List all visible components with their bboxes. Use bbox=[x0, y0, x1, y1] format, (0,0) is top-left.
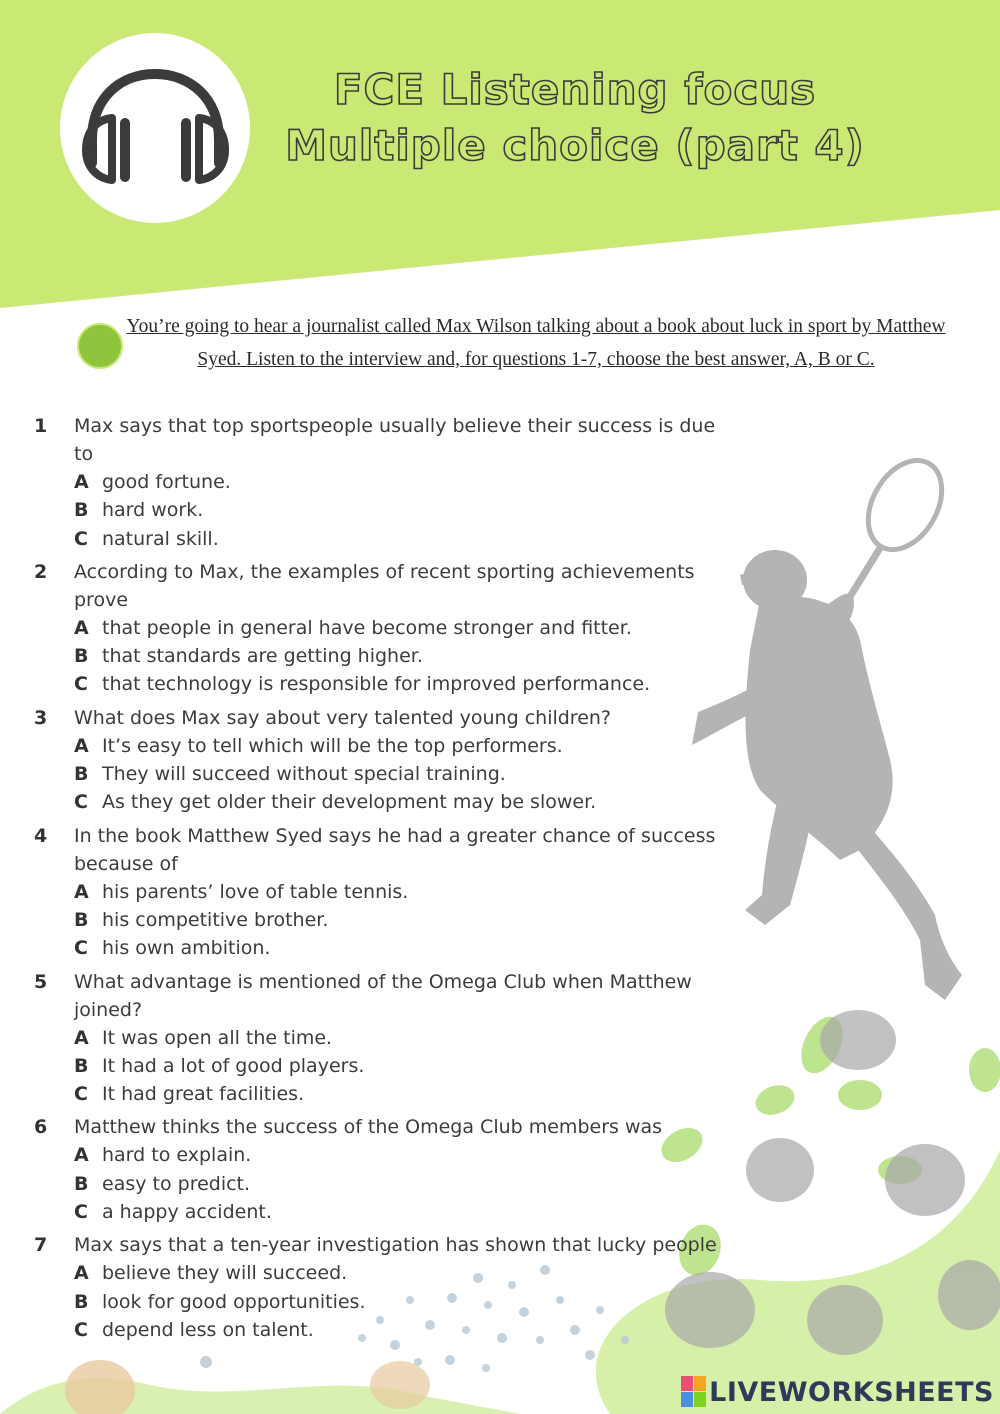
option-letter: B bbox=[74, 499, 89, 522]
answer-option-3-a[interactable] bbox=[34, 732, 734, 760]
option-text: As they get older their development may be slower. bbox=[102, 791, 597, 814]
question-7 bbox=[34, 1231, 734, 1344]
answer-option-2-c[interactable] bbox=[34, 670, 734, 698]
question-number: 5 bbox=[34, 970, 48, 993]
liveworksheets-logo bbox=[681, 1376, 707, 1408]
option-text: They will succeed without special training. bbox=[102, 763, 506, 786]
answer-option-2-b[interactable] bbox=[34, 642, 734, 670]
option-letter: A bbox=[74, 1144, 89, 1167]
answer-option-4-b[interactable] bbox=[34, 906, 734, 934]
question-number: 2 bbox=[34, 560, 48, 583]
answer-option-5-c[interactable] bbox=[34, 1080, 734, 1108]
option-letter: C bbox=[74, 791, 88, 814]
question-text: Matthew thinks the success of the Omega Club members was bbox=[74, 1116, 663, 1139]
page-title bbox=[250, 62, 900, 174]
option-text: depend less on talent. bbox=[102, 1318, 314, 1341]
title-line-1: FCE Listening focus bbox=[333, 65, 817, 114]
option-text: hard work. bbox=[102, 499, 204, 522]
question-text: What advantage is mentioned of the Omega Club when Matthew joined? bbox=[74, 970, 692, 1021]
question-2 bbox=[34, 558, 734, 699]
option-letter: B bbox=[74, 645, 89, 668]
option-letter: C bbox=[74, 1083, 88, 1106]
question-number: 7 bbox=[34, 1234, 48, 1257]
option-text: look for good opportunities. bbox=[102, 1290, 366, 1313]
answer-option-1-a[interactable] bbox=[34, 468, 734, 496]
answer-option-6-a[interactable] bbox=[34, 1141, 734, 1169]
option-text: that standards are getting higher. bbox=[102, 645, 423, 668]
instructions: You’re going to hear a journalist called Max Wilson talking about a book about luck in sport by Matthew Syed. Listen to the interview and, for questions 1-7, choose the best answer, A, B or C. bbox=[126, 316, 946, 370]
option-letter: C bbox=[74, 1318, 88, 1341]
question-text: In the book Matthew Syed says he had a greater chance of success because of bbox=[74, 824, 716, 875]
question-number: 1 bbox=[34, 415, 48, 437]
option-letter: B bbox=[74, 1172, 89, 1195]
option-text: his own ambition. bbox=[102, 937, 271, 960]
option-text: his parents’ love of table tennis. bbox=[102, 880, 409, 903]
answer-option-4-c[interactable] bbox=[34, 934, 734, 962]
option-letter: A bbox=[74, 471, 89, 493]
green-bullet-icon bbox=[76, 322, 124, 370]
option-text: natural skill. bbox=[102, 527, 219, 550]
liveworksheets-branding bbox=[681, 1376, 994, 1408]
question-4 bbox=[34, 822, 734, 963]
question-number: 3 bbox=[34, 706, 48, 729]
answer-option-6-b[interactable] bbox=[34, 1170, 734, 1198]
option-letter: A bbox=[74, 1262, 89, 1285]
answer-option-2-a[interactable] bbox=[34, 614, 734, 642]
option-text: easy to predict. bbox=[102, 1172, 251, 1195]
option-text: believe they will succeed. bbox=[102, 1262, 348, 1285]
answer-option-3-b[interactable] bbox=[34, 760, 734, 788]
answer-option-7-b[interactable] bbox=[34, 1288, 734, 1316]
option-letter: B bbox=[74, 908, 89, 931]
option-text: a happy accident. bbox=[102, 1201, 272, 1224]
option-letter: A bbox=[74, 616, 89, 639]
option-text: his competitive brother. bbox=[102, 908, 329, 931]
option-letter: A bbox=[74, 1026, 89, 1049]
brand-name: LIVEWORKSHEETS bbox=[709, 1376, 994, 1408]
question-1 bbox=[34, 412, 734, 553]
option-letter: A bbox=[74, 880, 89, 903]
question-text: Max says that top sportspeople usually believe their success is due to bbox=[74, 415, 716, 465]
answer-option-7-c[interactable] bbox=[34, 1316, 734, 1344]
headphones-icon bbox=[78, 68, 233, 188]
answer-option-7-a[interactable] bbox=[34, 1259, 734, 1287]
title-line-2: Multiple choice (part 4) bbox=[285, 121, 865, 170]
question-3 bbox=[34, 704, 734, 817]
option-text: It was open all the time. bbox=[102, 1026, 333, 1049]
answer-option-5-a[interactable] bbox=[34, 1024, 734, 1052]
answer-option-1-b[interactable] bbox=[34, 496, 734, 524]
option-text: good fortune. bbox=[102, 471, 231, 493]
option-text: It’s easy to tell which will be the top performers. bbox=[102, 734, 563, 757]
question-text: Max says that a ten-year investigation has shown that lucky people bbox=[74, 1234, 717, 1257]
question-number: 6 bbox=[34, 1116, 48, 1139]
question-text: According to Max, the examples of recent sporting achievements prove bbox=[74, 560, 695, 611]
answer-option-3-c[interactable] bbox=[34, 788, 734, 816]
option-letter: B bbox=[74, 1290, 89, 1313]
option-text: It had a lot of good players. bbox=[102, 1054, 365, 1077]
option-letter: B bbox=[74, 1054, 89, 1077]
option-letter: B bbox=[74, 763, 89, 786]
answer-option-5-b[interactable] bbox=[34, 1052, 734, 1080]
option-text: that technology is responsible for improved performance. bbox=[102, 673, 651, 696]
option-text: It had great facilities. bbox=[102, 1083, 305, 1106]
question-6 bbox=[34, 1113, 734, 1226]
answer-option-4-a[interactable] bbox=[34, 878, 734, 906]
answer-option-6-c[interactable] bbox=[34, 1198, 734, 1226]
question-5 bbox=[34, 968, 734, 1109]
question-list bbox=[34, 412, 734, 1349]
option-text: that people in general have become stronger and fitter. bbox=[102, 616, 632, 639]
option-letter: C bbox=[74, 1201, 88, 1224]
option-letter: C bbox=[74, 937, 88, 960]
answer-option-1-c[interactable] bbox=[34, 525, 734, 553]
question-number: 4 bbox=[34, 824, 48, 847]
option-text: hard to explain. bbox=[102, 1144, 252, 1167]
question-text: What does Max say about very talented young children? bbox=[74, 706, 612, 729]
option-letter: C bbox=[74, 527, 88, 550]
option-letter: C bbox=[74, 673, 88, 696]
option-letter: A bbox=[74, 734, 89, 757]
